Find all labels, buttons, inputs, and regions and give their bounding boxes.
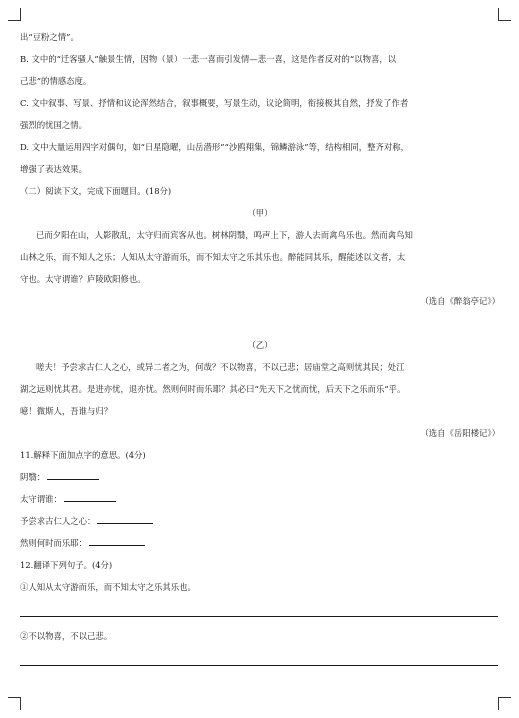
answer-blank-1[interactable] — [47, 469, 99, 480]
option-d-line-1: D. 文中大量运用四字对偶句，如“日星隐曜，山岳潜形”“沙鸥翔集，锦鳞游泳”等，结构相同，整齐对称， — [20, 142, 409, 152]
passage-jia-line-1: 已而夕阳在山，人影散乱，太守归而宾客从也。树林阴翳，鸣声上下，游人去而禽鸟乐也。然而禽鸟知 — [36, 230, 413, 240]
passage-jia-line-3: 守也。太守谓谁？庐陵欧阳修也。 — [20, 274, 146, 284]
crop-mark-bottom-right — [498, 697, 511, 710]
option-b-line-2: 己悲”的情感态度。 — [20, 76, 92, 86]
answer-blank-2[interactable] — [64, 491, 116, 502]
option-a-tail: 出“豆粉之情”。 — [20, 32, 79, 42]
option-d-line-2: 增强了表达效果。 — [20, 164, 87, 174]
question-11-item-3-label: 予尝求古仁人之心： — [20, 516, 96, 526]
question-11-item-4-label: 然则何时而乐耶： — [20, 538, 87, 548]
answer-blank-4[interactable] — [89, 535, 145, 546]
section-heading: （二）阅读下文，完成下面题目。(18分) — [20, 186, 172, 196]
passage-yi-line-2: 湖之远则忧其君。是进亦忧，退亦忧。然则何时而乐耶？其必曰“先天下之忧而忧，后天下之乐而乐”乎。 — [20, 384, 406, 394]
question-12-sentence-1: ①人知从太守游而乐，而不知太守之乐其乐也。 — [20, 582, 196, 592]
question-11-item-1 — [20, 466, 500, 488]
passage-yi-source: （选自《岳阳楼记》） — [420, 428, 500, 438]
passage-yi-line-1: 嗟夫！予尝求古仁人之心，或异二者之为，何哉？不以物喜，不以己悲；居庙堂之高则忧其民；处江 — [36, 362, 405, 372]
question-11-item-2 — [20, 488, 500, 510]
passage-yi-line-3: 噫！微斯人，吾谁与归？ — [20, 406, 113, 416]
option-c-line-2: 强烈的忧国之情。 — [20, 120, 87, 130]
question-11-item-3 — [20, 510, 500, 532]
passage-jia-source: （选自《醉翁亭记》） — [420, 296, 500, 306]
crop-mark-top-left — [8, 8, 21, 21]
crop-mark-top-right — [498, 8, 511, 21]
option-b-line-1: B. 文中的“迁客骚人”触景生情，因物（景）一悲一喜而引发情—悲一喜，这是作者反对的“以物喜，以 — [20, 54, 397, 64]
question-11-item-1-label: 阴翳： — [20, 472, 46, 482]
question-11: 11.解释下面加点字的意思。(4分) — [20, 450, 146, 460]
passage-yi-title: （乙） — [247, 340, 273, 350]
option-c-line-1: C. 文中叙事、写景、抒情和议论浑然结合，叙事概要，写景生动，议论简明，衔接极其自然，抒发了作者 — [20, 98, 409, 108]
question-12-sentence-2: ②不以物喜，不以己悲。 — [20, 631, 113, 641]
answer-line-2[interactable] — [20, 647, 498, 666]
crop-mark-bottom-left — [8, 697, 21, 710]
question-12: 12.翻译下列句子。(4分) — [20, 560, 113, 570]
answer-blank-3[interactable] — [97, 513, 153, 524]
document-content — [20, 26, 500, 666]
question-11-item-4 — [20, 532, 500, 554]
passage-jia-line-2: 山林之乐，而不知人之乐；人知从太守游而乐，而不知太守之乐其乐也。醉能同其乐，醒能述以文者，太 — [20, 252, 406, 262]
answer-line-1[interactable] — [20, 598, 498, 617]
passage-jia-title: （甲） — [247, 208, 273, 218]
question-11-item-2-label: 太守谓谁： — [20, 494, 62, 504]
